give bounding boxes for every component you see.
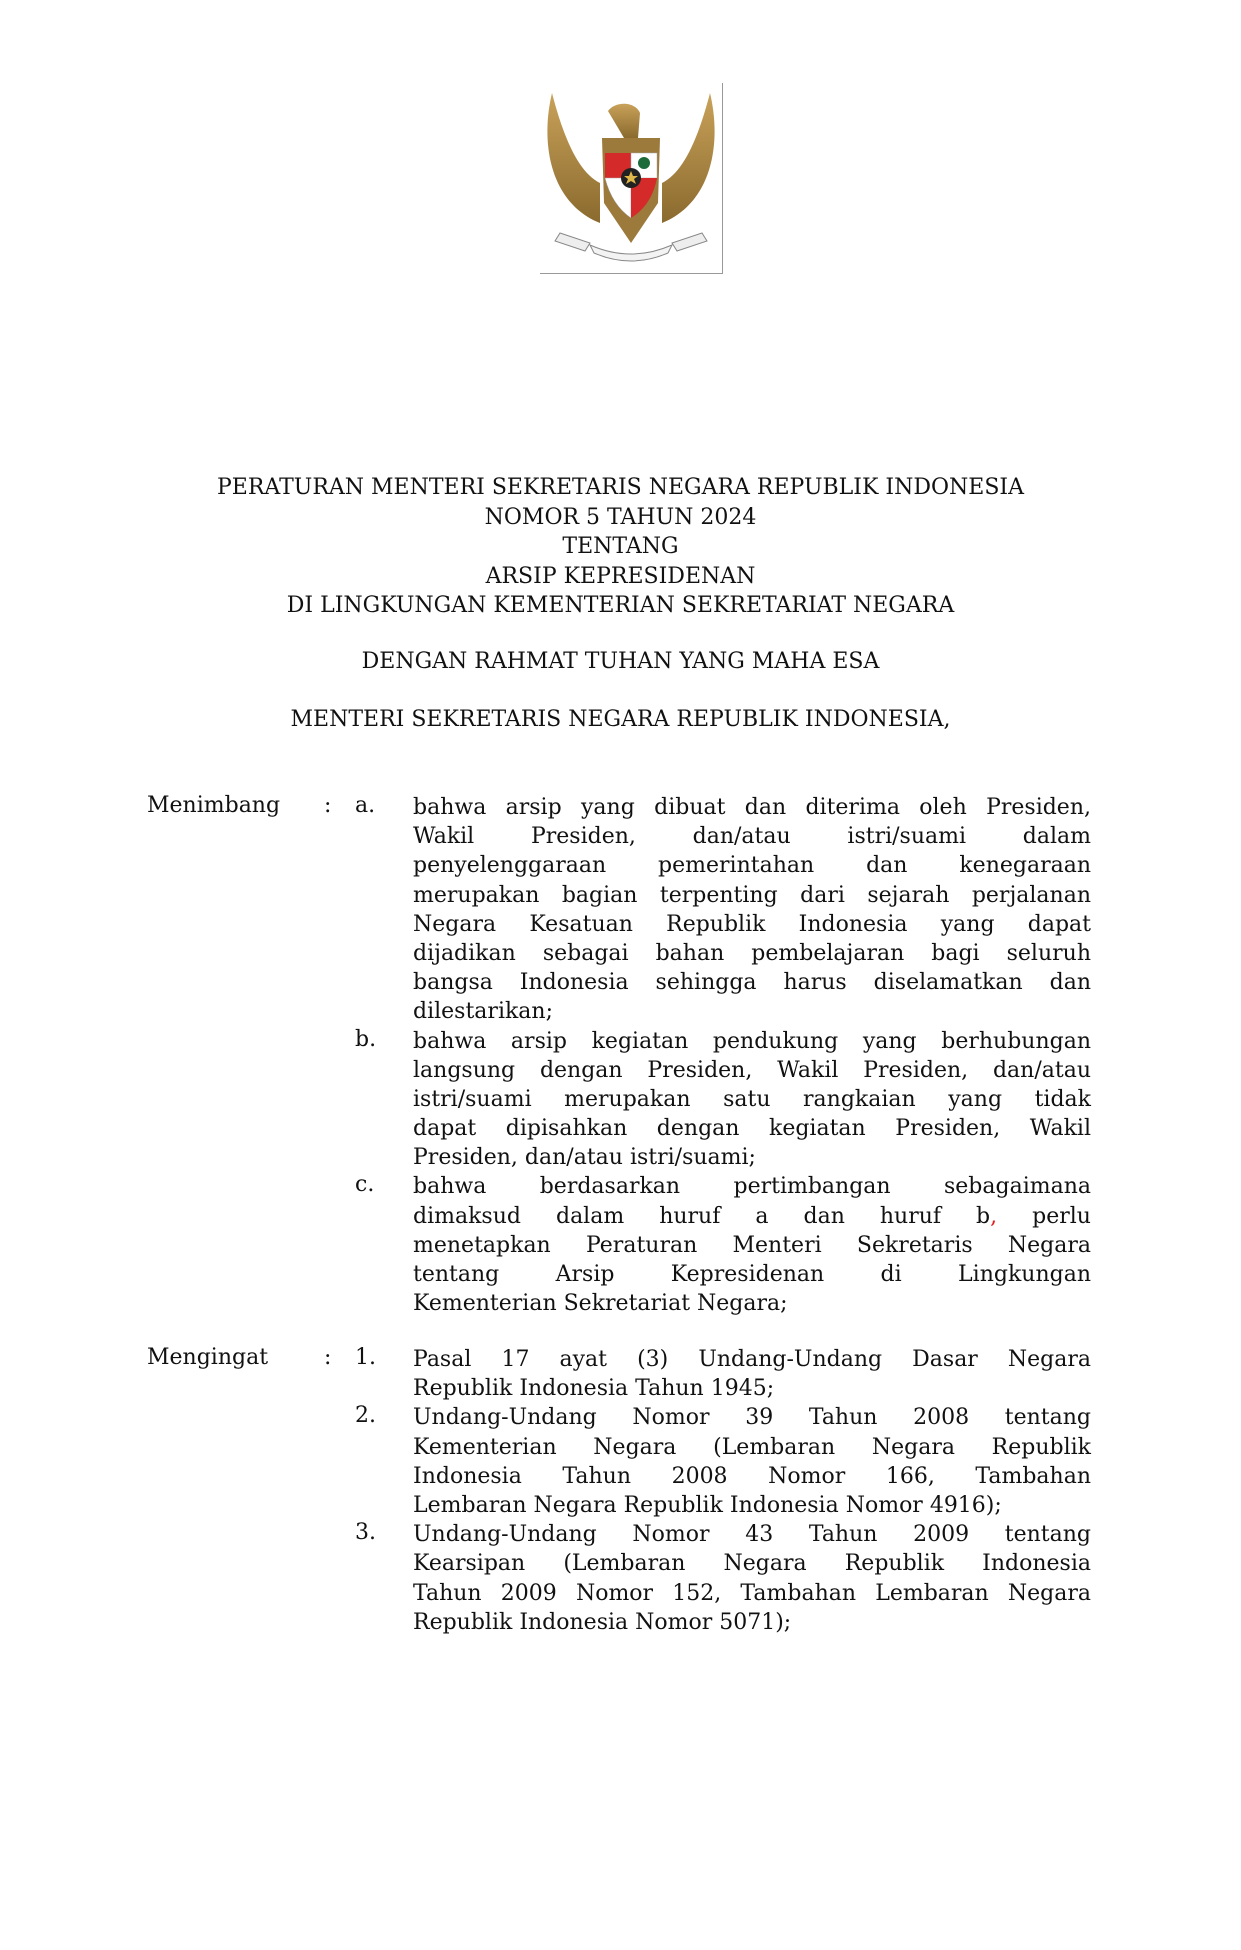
word: perlu — [1032, 1203, 1091, 1229]
title-line: ARSIP KEPRESIDENAN — [485, 563, 756, 589]
section-label: Menimbang — [147, 793, 281, 818]
highlighted-comma: , — [990, 1203, 998, 1229]
menimbang-section — [0, 793, 1241, 1318]
list-item — [0, 1403, 1241, 1520]
issuer: MENTERI SEKRETARIS NEGARA REPUBLIK INDONESIA, — [290, 707, 951, 732]
item-text-line: Republik Indonesia Tahun 1945; — [413, 1376, 775, 1402]
item-text-line: Kementerian Sekretariat Negara; — [413, 1291, 788, 1317]
item-marker: b. — [355, 1026, 377, 1052]
section-colon: : — [324, 1345, 332, 1370]
item-text-line: Pasal 17 ayat (3) Undang-Undang Dasar Negara — [413, 1347, 1091, 1372]
item-text-line: tentang Arsip Kepresidenan di Lingkungan — [413, 1262, 1091, 1287]
word: huruf — [879, 1203, 942, 1229]
word: b, — [976, 1203, 998, 1229]
item-text-line: Kearsipan (Lembaran Negara Republik Indonesia — [413, 1551, 1091, 1577]
item-marker: 2. — [355, 1403, 376, 1429]
title-line: NOMOR 5 TAHUN 2024 — [484, 504, 757, 530]
item-text-line: Negara Kesatuan Republik Indonesia yang dapat — [413, 911, 1091, 937]
section-label: Mengingat — [147, 1345, 269, 1370]
garuda-pancasila-emblem — [540, 83, 723, 274]
item-marker: 1. — [355, 1345, 376, 1370]
item-text-line: bangsa Indonesia sehingga harus diselamatkan dan — [413, 970, 1091, 996]
word: huruf — [659, 1203, 721, 1229]
item-text-line: Wakil Presiden, dan/atau istri/suami dalam — [413, 824, 1091, 850]
list-item — [0, 1345, 1241, 1403]
invocation: DENGAN RAHMAT TUHAN YANG MAHA ESA — [361, 649, 880, 674]
list-item — [0, 793, 1241, 1027]
list-item — [0, 1027, 1241, 1173]
item-text-line: Undang-Undang Nomor 43 Tahun 2009 tentang — [413, 1522, 1091, 1548]
item-text-line: bahwa berdasarkan pertimbangan sebagaimana — [413, 1174, 1091, 1200]
mengingat-section — [0, 1345, 1241, 1637]
regulation-title — [0, 473, 1241, 621]
item-text-line: Undang-Undang Nomor 39 Tahun 2008 tentang — [413, 1405, 1091, 1431]
title-line: PERATURAN MENTERI SEKRETARIS NEGARA REPUBLIK INDONESIA — [217, 475, 1024, 500]
item-text-line: dijadikan sebagai bahan pembelajaran bagi seluruh — [413, 940, 1091, 966]
word: dan — [803, 1203, 845, 1229]
item-text-line: istri/suami merupakan satu rangkaian yang tidak — [413, 1086, 1091, 1112]
list-item — [0, 1172, 1241, 1318]
list-item — [0, 1520, 1241, 1637]
item-text-line: Kementerian Negara (Lembaran Negara Republik — [413, 1434, 1091, 1460]
item-text-line: langsung dengan Presiden, Wakil Presiden, dan/atau — [413, 1057, 1091, 1083]
word: dalam — [555, 1203, 625, 1229]
word: dimaksud — [413, 1203, 521, 1229]
item-text-line: merupakan bagian terpenting dari sejarah perjalanan — [413, 882, 1091, 908]
item-text-line: bahwa arsip kegiatan pendukung yang berhubungan — [413, 1028, 1091, 1054]
section-colon: : — [324, 793, 332, 818]
item-text-line: Lembaran Negara Republik Indonesia Nomor 4916); — [413, 1492, 1002, 1518]
item-marker: c. — [355, 1172, 375, 1198]
item-text-line: Indonesia Tahun 2008 Nomor 166, Tambahan — [413, 1463, 1091, 1489]
item-text-line: penyelenggaraan pemerintahan dan kenegaraan — [413, 853, 1091, 879]
item-text-line: dilestarikan; — [413, 999, 554, 1025]
item-text-line: Presiden, dan/atau istri/suami; — [413, 1145, 756, 1171]
item-text-line: menetapkan Peraturan Menteri Sekretaris Negara — [413, 1232, 1091, 1258]
title-line: DI LINGKUNGAN KEMENTERIAN SEKRETARIAT NEGARA — [286, 593, 955, 618]
word: a — [755, 1203, 769, 1229]
item-text-line — [413, 1202, 1091, 1231]
item-text-line: Tahun 2009 Nomor 152, Tambahan Lembaran Negara — [413, 1580, 1091, 1606]
item-text-line: dapat dipisahkan dengan kegiatan Presiden, Wakil — [413, 1116, 1091, 1142]
item-marker: 3. — [355, 1520, 376, 1546]
item-text-line: bahwa arsip yang dibuat dan diterima oleh Presiden, — [413, 795, 1091, 820]
item-text-line: Republik Indonesia Nomor 5071); — [413, 1609, 792, 1635]
title-line: TENTANG — [562, 534, 679, 559]
item-marker: a. — [355, 793, 376, 818]
